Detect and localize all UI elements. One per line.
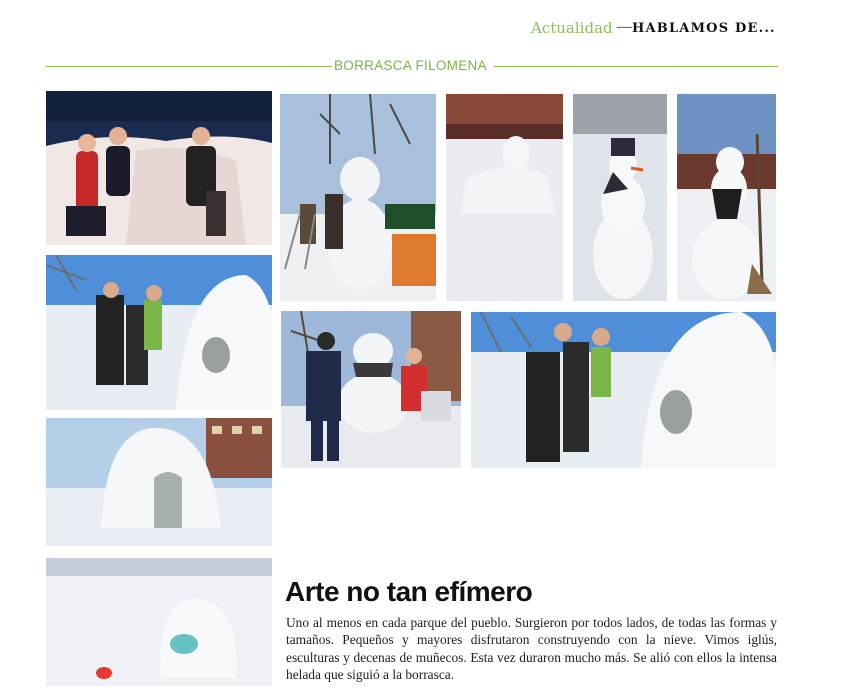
photo-snowman-hat xyxy=(573,94,667,301)
header-title: HABLAMOS DE... xyxy=(632,21,776,36)
photo-snowman-ladder xyxy=(280,94,436,301)
article-headline: Arte no tan efímero xyxy=(285,576,533,607)
header-dash: — xyxy=(617,19,632,35)
kicker-rule-left xyxy=(46,66,332,67)
photo-snowman-broom xyxy=(677,94,776,301)
kicker-rule-right xyxy=(494,66,778,67)
section-label: Actualidad xyxy=(531,19,613,37)
photo-snowman-people xyxy=(281,311,461,468)
photo-igloo-group-1 xyxy=(46,255,272,410)
photo-igloo-group-2 xyxy=(471,312,776,468)
photo-snow-face xyxy=(46,558,272,686)
photo-igloo-buildings xyxy=(46,418,272,546)
photo-group-snow-night xyxy=(46,91,272,245)
article-body: Uno al menos en cada parque del pueblo. Surgieron por todos lados, de todas las formas y tamaños. Pequeños y mayores disfrutaron construyendo con la nieve. Vimos iglús, esculturas y decenas de muñecos. Esta vez duraron mucho más. Se alió con ellos la intensa helada que siguió a la borrasca. xyxy=(286,615,777,682)
photo-snow-sculpture xyxy=(446,94,563,301)
kicker: BORRASCA FILOMENA xyxy=(334,58,487,73)
